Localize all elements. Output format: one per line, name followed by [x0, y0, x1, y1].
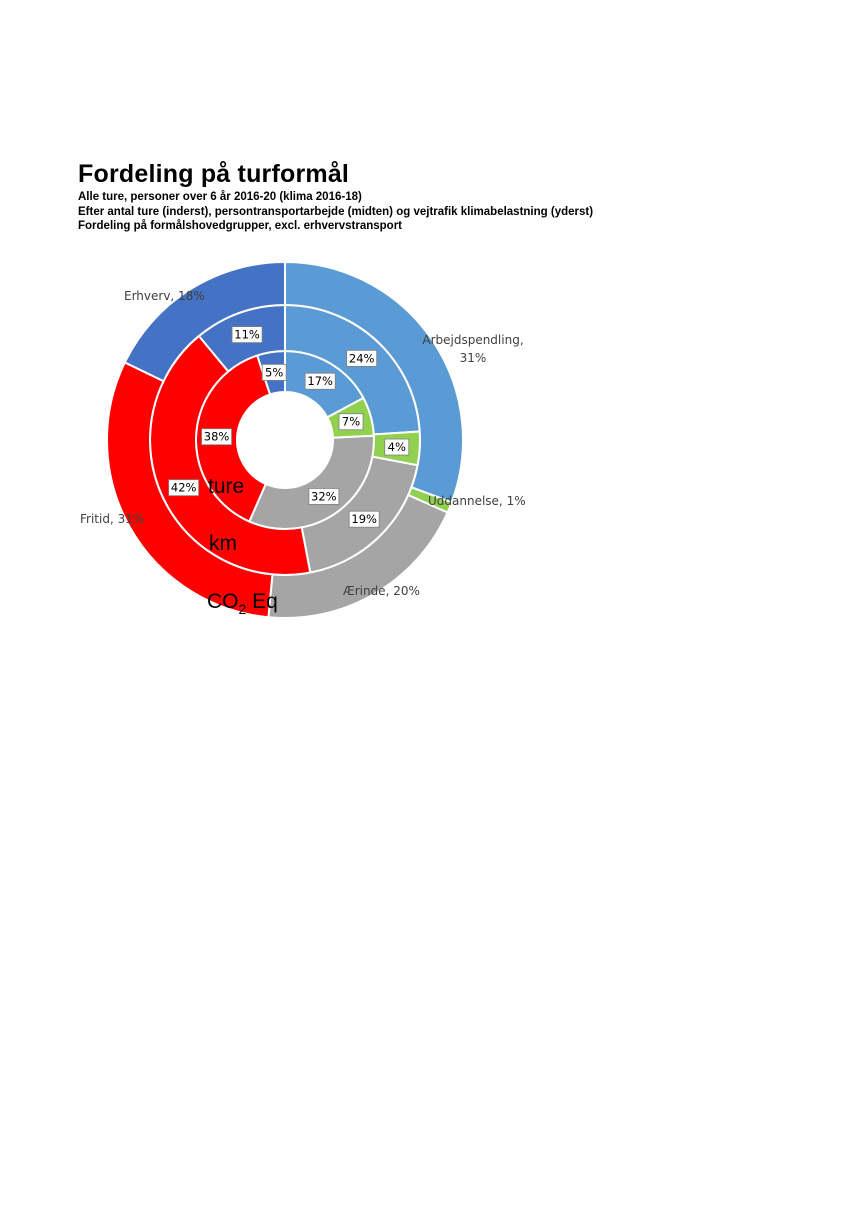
- outer-label-erhverv: Erhverv, 18%: [124, 289, 205, 303]
- svg-text:11%: 11%: [234, 327, 260, 342]
- ring-label-outer: $CO_2$ Eq: [207, 590, 278, 617]
- outer-label-uddannelse: Uddannelse, 1%: [428, 494, 526, 508]
- chart-subtitle-3: Fordeling på formålshovedgrupper, excl. erhvervstransport: [78, 220, 403, 232]
- outer-label-fritid: Fritid, 31%: [80, 512, 145, 526]
- svg-text:19%: 19%: [351, 512, 377, 527]
- svg-text:4%: 4%: [387, 440, 406, 455]
- inner-ring-aerinde-data-label: [309, 488, 339, 504]
- svg-text:32%: 32%: [311, 489, 337, 504]
- svg-text:24%: 24%: [348, 351, 375, 366]
- middle-ring-aerinde-data-label: [349, 511, 379, 527]
- svg-text:42%: 42%: [170, 480, 197, 495]
- middle-ring-arbejdspendling-data-label: [347, 350, 377, 366]
- ring-label-inner: ture: [208, 475, 245, 498]
- chart-subtitle-1: Alle ture, personer over 6 år 2016-20 (klima 2016-18): [78, 191, 362, 203]
- donut-hole: [238, 393, 332, 487]
- chart-subtitle-2: Efter antal ture (inderst), persontransportarbejde (midten) og vejtrafik klimabelastning (yderst): [78, 206, 594, 218]
- svg-text:5%: 5%: [265, 365, 284, 380]
- chart-title: Fordeling på turformål: [78, 160, 350, 188]
- middle-ring-erhverv-data-label: [232, 327, 262, 343]
- ring-label-middle: km: [209, 532, 237, 555]
- inner-ring-fritid-data-label: [202, 429, 232, 445]
- inner-ring-uddannelse-data-label: [339, 414, 363, 430]
- outer-label-arbejdspendling: Arbejdspendling, 31%: [422, 333, 524, 365]
- svg-text:38%: 38%: [203, 429, 230, 444]
- svg-text:17%: 17%: [307, 374, 333, 389]
- middle-ring-uddannelse-data-label: [385, 439, 409, 455]
- inner-ring-arbejdspendling-data-label: [305, 373, 335, 389]
- inner-ring-erhverv-data-label: [262, 364, 286, 380]
- outer-label-aerinde: Ærinde, 20%: [343, 584, 420, 598]
- svg-text:7%: 7%: [341, 414, 361, 429]
- middle-ring-fritid-data-label: [169, 480, 199, 496]
